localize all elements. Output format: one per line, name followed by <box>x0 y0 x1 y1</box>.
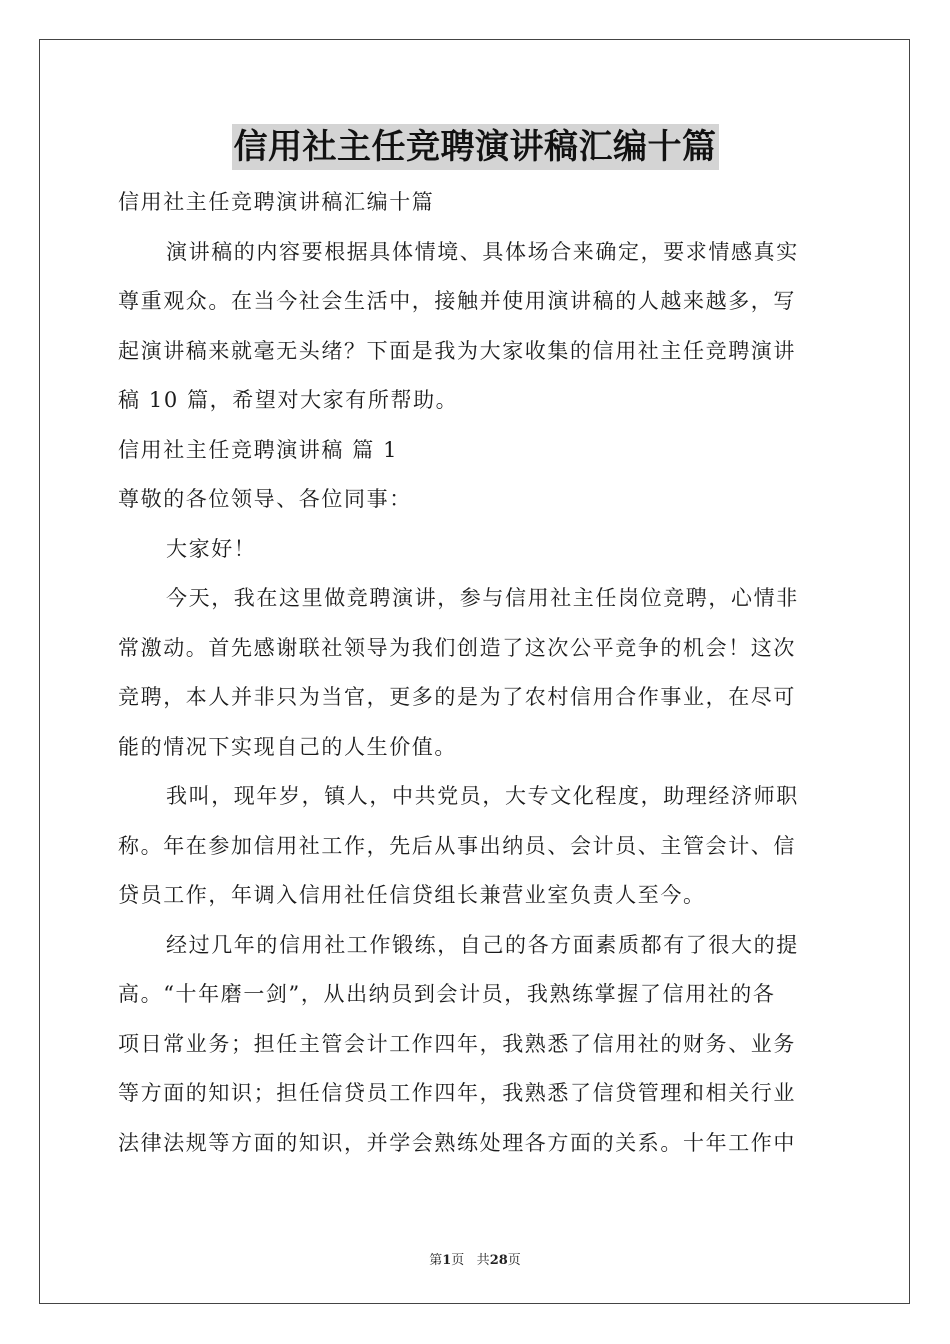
text-line: 法律法规等方面的知识，并学会熟练处理各方面的关系。十年工作中 <box>118 1130 796 1155</box>
text-line: 信用社主任竞聘演讲稿汇编十篇 <box>118 190 435 214</box>
text-line: 经过几年的信用社工作锻练，自己的各方面素质都有了很大的提 <box>166 932 799 957</box>
total-prefix: 共 <box>476 1253 490 1268</box>
total-suffix: 页 <box>507 1253 521 1268</box>
text-line: 尊敬的各位领导、各位同事： <box>118 487 412 511</box>
text-line: 我叫，现年岁，镇人，中共党员，大专文化程度，助理经济师职 <box>166 784 799 808</box>
text-line: 称。年在参加信用社工作，先后从事出纳员、会计员、主管会计、信 <box>118 833 796 858</box>
text-line: 常激动。首先感谢联社领导为我们创造了这次公平竞争的机会！这次 <box>118 635 796 660</box>
page-suffix: 页 <box>451 1253 465 1268</box>
page-footer <box>0 1249 950 1268</box>
title-container <box>0 124 950 170</box>
text-line: 等方面的知识；担任信贷员工作四年，我熟悉了信贷管理和相关行业 <box>118 1081 796 1105</box>
text-line: 演讲稿的内容要根据具体情境、具体场合来确定，要求情感真实 <box>166 239 799 264</box>
text-line: 稿 10 篇，希望对大家有所帮助。 <box>118 388 459 412</box>
text-line: 项日常业务；担任主管会计工作四年，我熟悉了信用社的财务、业务 <box>118 1031 796 1056</box>
total-pages: 28 <box>489 1253 508 1268</box>
text-line: 高。“十年磨一剑”，从出纳员到会计员，我熟练掌握了信用社的各 <box>118 982 776 1006</box>
text-line: 信用社主任竞聘演讲稿 篇 1 <box>118 437 399 462</box>
document-title: 信用社主任竞聘演讲稿汇编十篇 <box>232 124 719 170</box>
text-line: 大家好！ <box>166 536 257 561</box>
text-line: 尊重观众。在当今社会生活中，接触并使用演讲稿的人越来越多，写 <box>118 289 796 313</box>
page-number: 1 <box>442 1253 452 1268</box>
text-line: 竞聘，本人并非只为当官，更多的是为了农村信用合作事业，在尽可 <box>118 685 796 709</box>
text-line: 贷员工作，年调入信用社任信贷组长兼营业室负责人至今。 <box>118 883 706 907</box>
document-body <box>118 178 834 1168</box>
text-line: 起演讲稿来就毫无头绪？下面是我为大家收集的信用社主任竞聘演讲 <box>118 338 796 363</box>
page-prefix: 第 <box>429 1253 443 1268</box>
text-line: 今天，我在这里做竞聘演讲，参与信用社主任岗位竞聘，心情非 <box>166 586 799 610</box>
text-line: 能的情况下实现自己的人生价值。 <box>118 734 457 759</box>
